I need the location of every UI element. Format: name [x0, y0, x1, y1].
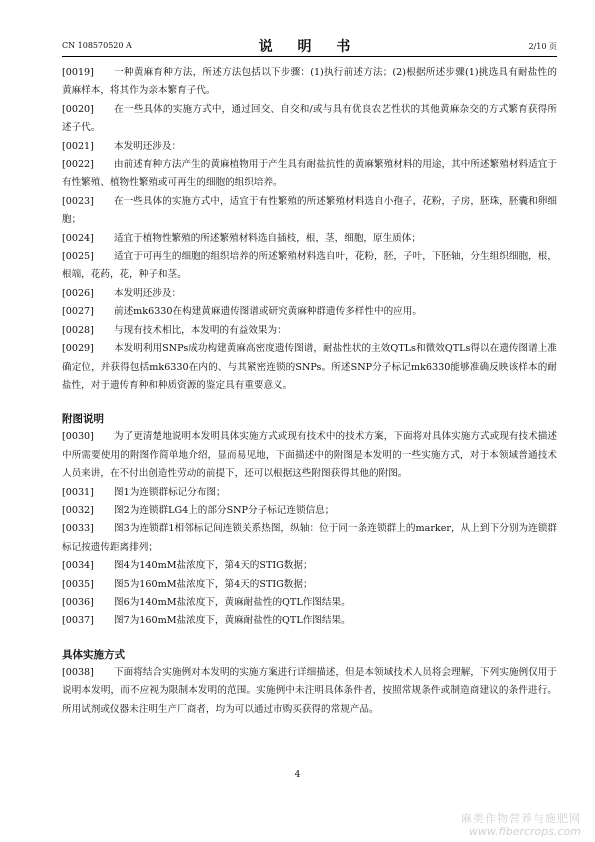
paragraph-text: 图5为160mM盐浓度下，第4天的STIG数据；	[114, 578, 313, 590]
paragraph-number: [0035]	[62, 578, 94, 590]
paragraph-number: [0024]	[62, 232, 94, 244]
paragraph-group-top	[62, 64, 557, 395]
paragraph-number: [0025]	[62, 251, 94, 263]
paragraph	[62, 138, 557, 156]
paragraph-group-figures	[62, 428, 557, 630]
paragraph-text: 前述mk6330在构建黄麻遗传图谱或研究黄麻种群遗传多样性中的应用。	[114, 306, 422, 318]
paragraph-number: [0029]	[62, 343, 94, 355]
paragraph	[62, 576, 557, 594]
paragraph-number: [0026]	[62, 287, 94, 299]
paragraph-number: [0038]	[62, 666, 94, 678]
paragraph-text: 适宜于植物性繁殖的所述繁殖材料选自插枝，根，茎，细胞，原生质体；	[114, 232, 421, 244]
watermark	[461, 812, 581, 838]
paragraph-number: [0020]	[62, 103, 94, 115]
paragraph-text: 与现有技术相比，本发明的有益效果为：	[114, 324, 287, 336]
document-title: 说 明 书	[258, 39, 361, 55]
paragraph-group-embodiments	[62, 664, 557, 719]
paragraph-text: 图1为连锁群标记分布图；	[114, 486, 226, 498]
watermark-url: www.fibercrops.com	[468, 825, 581, 838]
paragraph-text: 为了更清楚地说明本发明具体实施方式或现有技术中的技术方案，下面将对具体实施方式或现有技术描述中所需要使用的附图作简单地介绍，显而易见地，下面描述中的附图是本发明的一些实施方式，对于本领域普通技术人员来讲，在不付出创造性劳动的前提下，还可以根据这些附图获得其他的附图。	[62, 431, 557, 480]
paragraph	[62, 612, 557, 630]
paragraph-text: 下面将结合实施例对本发明的实施方案进行详细描述，但是本领域技术人员将会理解，下列实施例仅用于说明本发明，而不应视为限制本发明的范围。实施例中未注明具体条件者，按照常规条件或制造商建议的条件进行。所用试剂或仪器未注明生产厂商者，均为可以通过市购买获得的常规产品。	[62, 666, 557, 715]
page-header	[62, 36, 557, 57]
paragraph	[62, 285, 557, 303]
paragraph-text: 适宜于可再生的细胞的组织培养的所述繁殖材料选自叶，花粉，胚，子叶，下胚轴，分生组织细胞，根，根端，花药，花，种子和茎。	[62, 251, 557, 281]
paragraph-number: [0030]	[62, 431, 94, 443]
paragraph-number: [0028]	[62, 324, 94, 336]
paragraph	[62, 193, 557, 230]
paragraph	[62, 557, 557, 575]
paragraph-text: 本发明还涉及：	[114, 287, 182, 299]
paragraph	[62, 248, 557, 285]
paragraph-text: 本发明还涉及：	[114, 140, 182, 152]
paragraph-number: [0034]	[62, 560, 94, 572]
paragraph-number: [0037]	[62, 615, 94, 627]
paragraph	[62, 664, 557, 719]
paragraph	[62, 502, 557, 520]
document-body	[62, 64, 557, 719]
paragraph-text: 图4为140mM盐浓度下，第4天的STIG数据；	[114, 560, 313, 572]
page-number: 4	[294, 770, 301, 780]
paragraph	[62, 230, 557, 248]
paragraph-text: 在一些具体的实施方式中，通过回交、自交和/或与具有优良农艺性状的其他黄麻杂交的方式繁育获得所述子代。	[62, 103, 557, 134]
patent-number: CN 108570520 A	[62, 41, 132, 50]
paragraph-number: [0022]	[62, 159, 94, 171]
paragraph-number: [0031]	[62, 486, 94, 498]
paragraph	[62, 64, 557, 101]
paragraph	[62, 340, 557, 395]
paragraph-text: 一种黄麻育种方法，所述方法包括以下步骤：(1)执行前述方法；(2)根据所述步骤(1)挑选具有耐盐性的黄麻样本，将其作为亲本繁育子代。	[62, 67, 557, 97]
paragraph-number: [0019]	[62, 67, 94, 78]
paragraph	[62, 428, 557, 483]
paragraph-number: [0033]	[62, 523, 94, 535]
section-title-figures: 附图说明	[62, 413, 104, 426]
paragraph-number: [0021]	[62, 140, 94, 152]
page-indicator: 2/10 页	[528, 42, 557, 51]
paragraph-text: 由前述育种方法产生的黄麻植物用于产生具有耐盐抗性的黄麻繁殖材料的用途，其中所述繁殖材料适宜于有性繁殖、植物性繁殖或可再生的细胞的组织培养。	[62, 159, 557, 189]
paragraph-number: [0036]	[62, 596, 94, 608]
paragraph-text: 图7为160mM盐浓度下，黄麻耐盐性的QTL作图结果。	[114, 615, 351, 627]
paragraph	[62, 156, 557, 193]
watermark-text: 麻类作物营养与施肥网	[461, 812, 581, 825]
paragraph-number: [0027]	[62, 306, 94, 318]
paragraph	[62, 484, 557, 502]
section-title-embodiments: 具体实施方式	[62, 648, 125, 661]
paragraph	[62, 594, 557, 612]
paragraph	[62, 101, 557, 138]
paragraph	[62, 322, 557, 340]
paragraph-number: [0032]	[62, 504, 94, 516]
paragraph-number: [0023]	[62, 195, 94, 207]
paragraph	[62, 303, 557, 321]
paragraph-text: 本发明利用SNPs成功构建黄麻高密度遗传图谱，耐盐性状的主效QTLs和微效QTLs得以在遗传图谱上准确定位，并获得包括mk6330在内的、与其紧密连锁的SNPs。所述SNP分子标记mk6330能够准确反映该样本的耐盐性，对于遗传育种和种质资源的鉴定具有重要意义。	[62, 343, 557, 391]
paragraph-text: 在一些具体的实施方式中，适宜于有性繁殖的所述繁殖材料选自小孢子，花粉，子房，胚珠，胚囊和卵细胞；	[62, 195, 557, 226]
paragraph	[62, 520, 557, 557]
paragraph-text: 图2为连锁群LG4上的部分SNP分子标记连锁信息；	[114, 504, 335, 516]
paragraph-text: 图6为140mM盐浓度下，黄麻耐盐性的QTL作图结果。	[114, 596, 351, 608]
paragraph-text: 图3为连锁群1相邻标记间连锁关系热图，纵轴：位于同一条连锁群上的marker，从上到下分别为连锁群标记按遗传距离排列；	[62, 523, 557, 553]
